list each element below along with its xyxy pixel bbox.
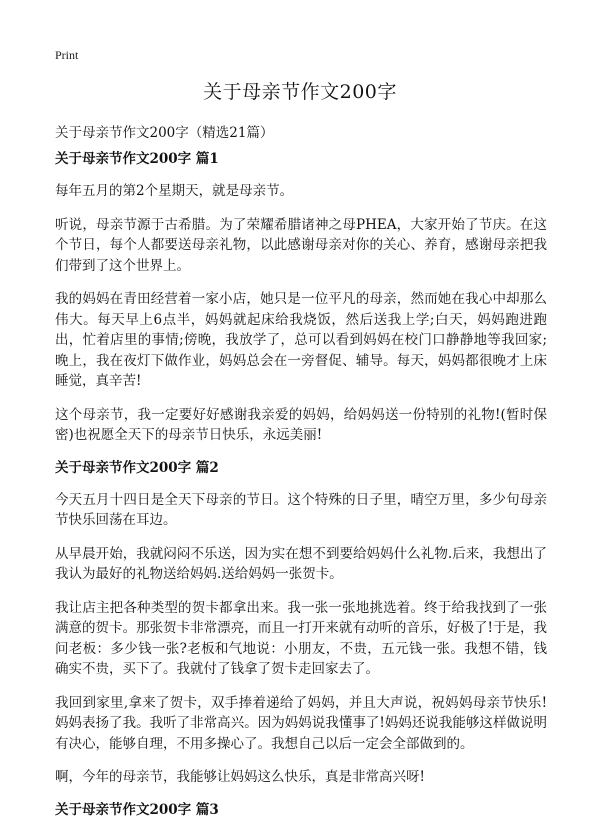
paragraph: 每年五月的第2个星期天，就是母亲节。: [55, 183, 294, 199]
print-link[interactable]: Print: [55, 48, 79, 62]
section-heading-1: 关于母亲节作文200字 篇1: [55, 151, 219, 167]
paragraph: 听说，母亲节源于古希腊。为了荣耀希腊诸神之母PHEA，大家开始了节庆。在这个节日，每个人都要送母亲礼物，以此感谢母亲对你的关心、养育，感谢母亲把我们带到了这个世界上。: [55, 216, 547, 274]
section-heading-2: 关于母亲节作文200字 篇2: [55, 459, 219, 476]
paragraph: 我让店主把各种类型的贺卡都拿出来。我一张一张地挑选着。终于给我找到了一张满意的贺卡。那张贺卡非常漂亮，而且一打开来就有动听的音乐，好极了!于是，我问老板：多少钱一张?老板和气地说：小朋友，不贵，五元钱一张。我想不错，钱确实不贵，买下了。我就付了钱拿了贺卡走回家去了。: [55, 599, 547, 677]
paragraph: 今天五月十四日是全天下母亲的节日。这个特殊的日子里，晴空万里，多少句母亲节快乐回荡在耳边。: [55, 491, 547, 528]
paragraph: 啊，今年的母亲节，我能够让妈妈这么快乐，真是非常高兴呀!: [55, 769, 425, 785]
paragraph: 我的妈妈在青田经营着一家小店，她只是一位平凡的母亲，然而她在我心中却那么伟大。每天早上6点半，妈妈就起床给我烧饭，然后送我上学;白天，妈妈跑进跑出，忙着店里的事情;傍晚，我放学了，总可以看到妈妈在校门口静静地等我回家;晚上，我在夜灯下做作业，妈妈总会在一旁督促、辅导。每天，妈妈都很晚才上床睡觉，真辛苦!: [55, 291, 547, 389]
paragraph: 我回到家里,拿来了贺卡，双手捧着递给了妈妈，并且大声说，祝妈妈母亲节快乐!妈妈表扬了我。我听了非常高兴。因为妈妈说我懂事了!妈妈还说我能够这样做说明有决心，能够自理，不用多操心了。我想自己以后一定会全部做到的。: [55, 694, 547, 752]
document-subtitle: 关于母亲节作文200字（精选21篇）: [55, 125, 274, 141]
section-heading-3: 关于母亲节作文200字 篇3: [55, 801, 219, 818]
paragraph: 这个母亲节，我一定要好好感谢我亲爱的妈妈，给妈妈送一份特别的礼物!(暂时保密)也祝愿全天下的母亲节日快乐，永远美丽!: [55, 406, 547, 443]
paragraph: 从早晨开始，我就闷闷不乐送，因为实在想不到要给妈妈什么礼物.后来，我想出了我认为最好的礼物送给妈妈.送给妈妈一张贺卡。: [55, 545, 547, 582]
document-body: [55, 150, 547, 832]
document-title: 关于母亲节作文200字: [203, 81, 397, 103]
